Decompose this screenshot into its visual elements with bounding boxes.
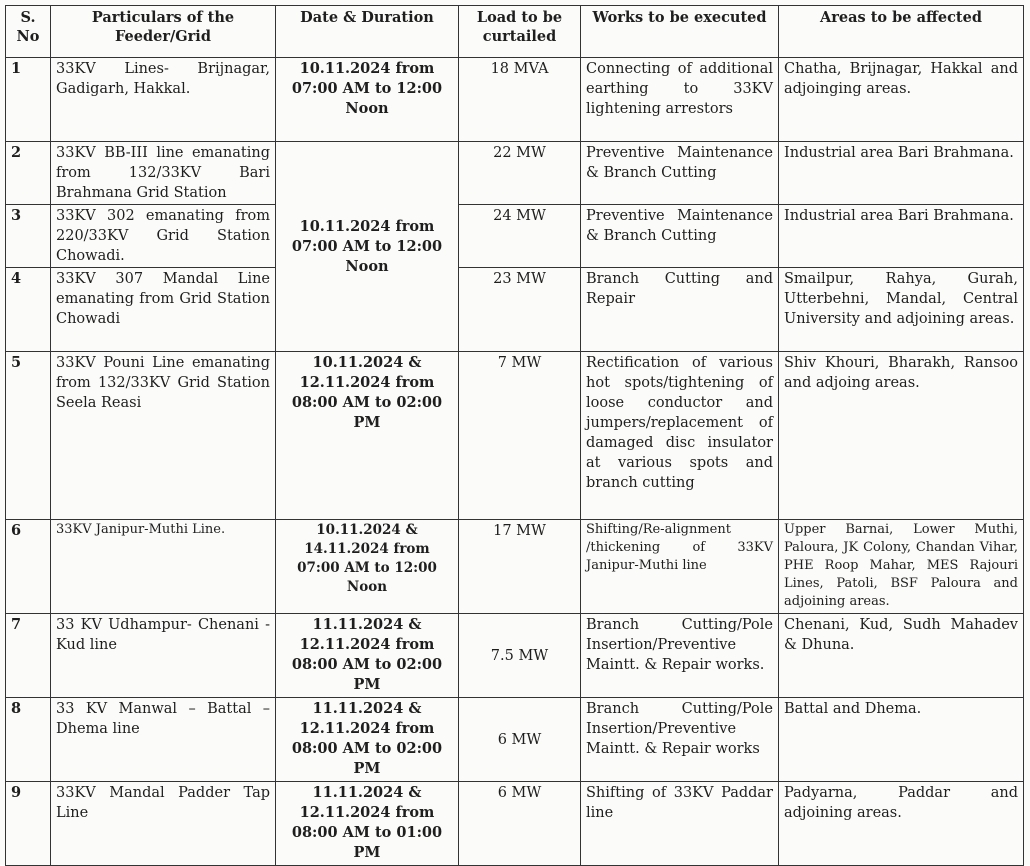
- header-date: Date & Duration: [276, 6, 459, 58]
- works-cell: Branch Cutting/Pole Insertion/Preventive Maintt. & Repair works: [581, 698, 779, 782]
- load-cell: 17 MW: [459, 520, 581, 614]
- areas-cell: Industrial area Bari Brahmana.: [779, 142, 1024, 205]
- works-cell: Connecting of additional earthing to 33KV lightening arrestors: [581, 58, 779, 142]
- feeder-cell: 33KV Janipur-Muthi Line.: [51, 520, 276, 614]
- works-cell: Branch Cutting and Repair: [581, 268, 779, 352]
- areas-cell: Padyarna, Paddar and adjoining areas.: [779, 782, 1024, 866]
- works-cell: Shifting of 33KV Paddar line: [581, 782, 779, 866]
- shutdown-schedule-table: [5, 5, 1024, 866]
- areas-cell: Chenani, Kud, Sudh Mahadev & Dhuna.: [779, 614, 1024, 698]
- date-cell: 11.11.2024 & 12.11.2024 from 08:00 AM to 02:00 PM: [276, 698, 459, 782]
- date-cell: 11.11.2024 & 12.11.2024 from 08:00 AM to 02:00 PM: [276, 614, 459, 698]
- areas-cell: Shiv Khouri, Bharakh, Ransoo and adjoing areas.: [779, 352, 1024, 520]
- feeder-cell: 33KV BB-III line emanating from 132/33KV Bari Brahmana Grid Station: [51, 142, 276, 205]
- table-row: [6, 58, 1024, 142]
- table-row: [6, 614, 1024, 698]
- header-sno: S. No: [6, 6, 51, 58]
- load-cell: 7.5 MW: [459, 614, 581, 698]
- header-feeder: Particulars of the Feeder/Grid: [51, 6, 276, 58]
- table-row: [6, 352, 1024, 520]
- areas-cell: Chatha, Brijnagar, Hakkal and adjoinging areas.: [779, 58, 1024, 142]
- areas-cell: Industrial area Bari Brahmana.: [779, 205, 1024, 268]
- areas-cell: Battal and Dhema.: [779, 698, 1024, 782]
- feeder-cell: 33KV 307 Mandal Line emanating from Grid Station Chowadi: [51, 268, 276, 352]
- sno-cell: 3: [6, 205, 51, 268]
- date-cell: 10.11.2024 from 07:00 AM to 12:00 Noon: [276, 58, 459, 142]
- sno-cell: 5: [6, 352, 51, 520]
- sno-cell: 7: [6, 614, 51, 698]
- feeder-cell: 33 KV Manwal – Battal – Dhema line: [51, 698, 276, 782]
- header-works: Works to be executed: [581, 6, 779, 58]
- load-cell: 23 MW: [459, 268, 581, 352]
- load-cell: 6 MW: [459, 698, 581, 782]
- table-header-row: [6, 6, 1024, 58]
- date-cell: 10.11.2024 & 12.11.2024 from 08:00 AM to 02:00 PM: [276, 352, 459, 520]
- table-row: [6, 268, 1024, 352]
- date-cell: 11.11.2024 & 12.11.2024 from 08:00 AM to 01:00 PM: [276, 782, 459, 866]
- load-cell: 6 MW: [459, 782, 581, 866]
- load-cell: 24 MW: [459, 205, 581, 268]
- date-cell: 10.11.2024 & 14.11.2024 from 07:00 AM to 12:00 Noon: [276, 520, 459, 614]
- sno-cell: 9: [6, 782, 51, 866]
- works-cell: Shifting/Re-alignment /thickening of 33KV Janipur-Muthi line: [581, 520, 779, 614]
- feeder-cell: 33 KV Udhampur- Chenani - Kud line: [51, 614, 276, 698]
- header-load: Load to be curtailed: [459, 6, 581, 58]
- works-cell: Preventive Maintenance & Branch Cutting: [581, 205, 779, 268]
- sno-cell: 8: [6, 698, 51, 782]
- sno-cell: 6: [6, 520, 51, 614]
- load-cell: 18 MVA: [459, 58, 581, 142]
- table-row: [6, 698, 1024, 782]
- feeder-cell: 33KV Pouni Line emanating from 132/33KV Grid Station Seela Reasi: [51, 352, 276, 520]
- sno-cell: 4: [6, 268, 51, 352]
- table-row: [6, 782, 1024, 866]
- areas-cell: Upper Barnai, Lower Muthi, Paloura, JK Colony, Chandan Vihar, PHE Roop Mahar, MES Rajouri Lines, Patoli, BSF Paloura and adjoining areas.: [779, 520, 1024, 614]
- load-cell: 22 MW: [459, 142, 581, 205]
- feeder-cell: 33KV Lines- Brijnagar, Gadigarh, Hakkal.: [51, 58, 276, 142]
- sno-cell: 2: [6, 142, 51, 205]
- load-cell: 7 MW: [459, 352, 581, 520]
- table-row: [6, 520, 1024, 614]
- table-row: [6, 142, 1024, 205]
- feeder-cell: 33KV Mandal Padder Tap Line: [51, 782, 276, 866]
- works-cell: Preventive Maintenance & Branch Cutting: [581, 142, 779, 205]
- areas-cell: Smailpur, Rahya, Gurah, Utterbehni, Mandal, Central University and adjoining areas.: [779, 268, 1024, 352]
- works-cell: Rectification of various hot spots/tightening of loose conductor and jumpers/replacement of damaged disc insulator at various spots and branch cutting: [581, 352, 779, 520]
- table-row: [6, 205, 1024, 268]
- works-cell: Branch Cutting/Pole Insertion/Preventive Maintt. & Repair works.: [581, 614, 779, 698]
- feeder-cell: 33KV 302 emanating from 220/33KV Grid Station Chowadi.: [51, 205, 276, 268]
- date-cell-merged: 10.11.2024 from 07:00 AM to 12:00 Noon: [276, 142, 459, 352]
- header-areas: Areas to be affected: [779, 6, 1024, 58]
- sno-cell: 1: [6, 58, 51, 142]
